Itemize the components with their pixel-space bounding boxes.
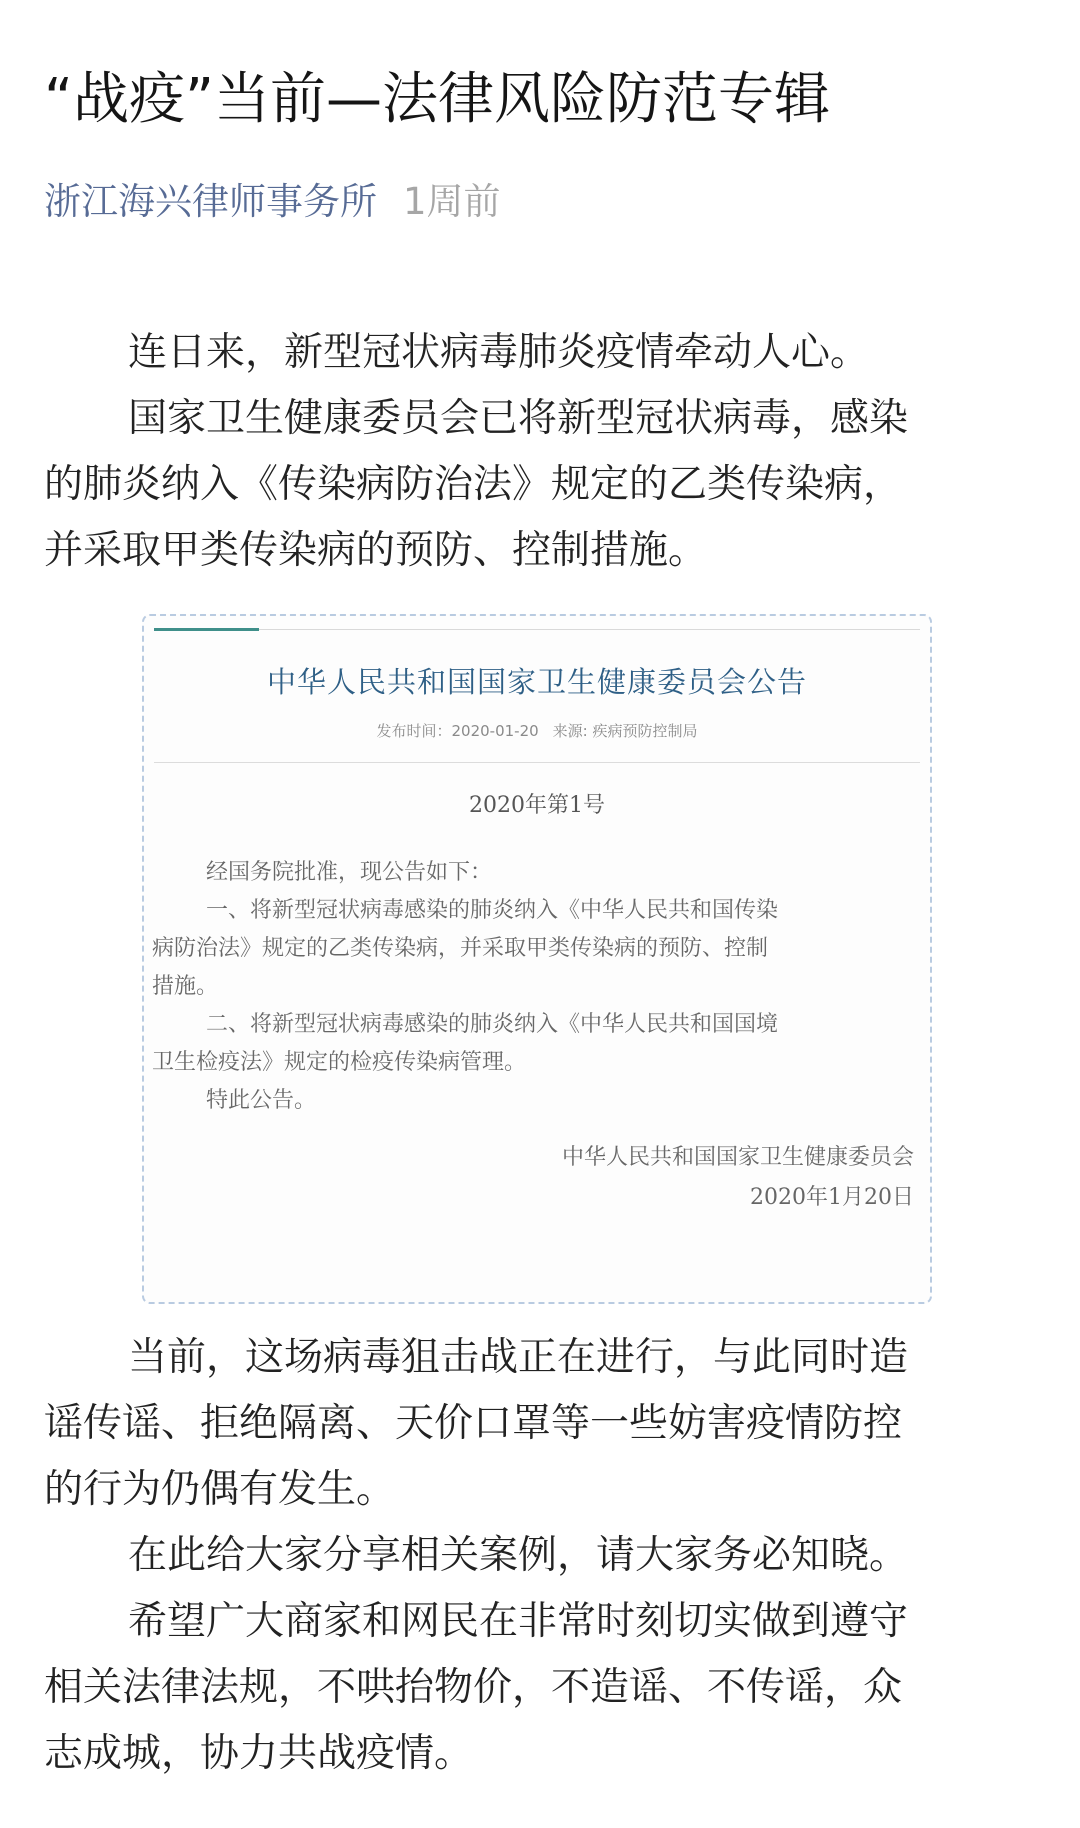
paragraph-line: 志成城，协力共战疫情。 <box>44 1731 474 1776</box>
paragraph-line: 的行为仍偶有发生。 <box>44 1467 396 1512</box>
notice-line: 二、将新型冠状病毒感染的肺炎纳入《中华人民共和国国境 <box>206 1012 779 1037</box>
notice-line: 特此公告。 <box>206 1088 317 1113</box>
notice-title: 中华人民共和国国家卫生健康委员会公告 <box>266 665 807 699</box>
notice-line: 措施。 <box>152 974 219 999</box>
paragraph-line: 国家卫生健康委员会已将新型冠状病毒，感染 <box>128 396 909 441</box>
paragraph-line: 连日来，新型冠状病毒肺炎疫情牵动人心。 <box>128 330 870 375</box>
notice-meta <box>144 720 930 741</box>
notice-divider <box>154 762 920 763</box>
notice-line: 经国务院批准，现公告如下： <box>206 860 493 885</box>
notice-line: 一、将新型冠状病毒感染的肺炎纳入《中华人民共和国传染 <box>206 898 779 923</box>
notice-signature: 中华人民共和国国家卫生健康委员会 <box>561 1145 914 1170</box>
paragraph-line: 并采取甲类传染病的预防、控制措施。 <box>44 528 708 573</box>
paragraph-1 <box>44 320 1034 386</box>
article-title: “战疫”当前—法律风险防范专辑 <box>44 67 831 132</box>
paragraph-4 <box>44 1523 1034 1589</box>
notice-top-rule <box>259 629 920 630</box>
paragraph-line: 谣传谣、拒绝隔离、天价口罩等一些妨害疫情防控 <box>44 1401 903 1446</box>
notice-line: 卫生检疫法》规定的检疫传染病管理。 <box>152 1050 527 1075</box>
author-link[interactable]: 浙江海兴律师事务所 <box>44 180 377 223</box>
notice-accent-bar <box>154 628 259 631</box>
notice-date: 2020年1月20日 <box>750 1185 914 1210</box>
notice-publish-time: 发布时间：2020-01-20 <box>376 722 539 740</box>
article-meta <box>44 178 501 226</box>
paragraph-line: 当前，这场病毒狙击战正在进行，与此同时造 <box>128 1335 909 1380</box>
paragraph-line: 希望广大商家和网民在非常时刻切实做到遵守 <box>128 1599 909 1644</box>
paragraph-line: 的肺炎纳入《传染病防治法》规定的乙类传染病， <box>44 462 903 507</box>
notice-source: 来源: 疾病预防控制局 <box>552 722 698 740</box>
announcement-image[interactable] <box>142 614 932 1304</box>
paragraph-5 <box>44 1589 1034 1787</box>
notice-number: 2020年第1号 <box>469 793 605 818</box>
paragraph-2 <box>44 386 1034 584</box>
notice-line: 病防治法》规定的乙类传染病，并采取甲类传染病的预防、控制 <box>152 936 769 961</box>
publish-time: 1周前 <box>403 180 501 223</box>
notice-body <box>152 854 922 1120</box>
paragraph-line: 相关法律法规，不哄抬物价，不造谣、不传谣，众 <box>44 1665 903 1710</box>
paragraph-line: 在此给大家分享相关案例，请大家务必知晓。 <box>128 1533 909 1578</box>
notice-signature-block <box>562 1138 914 1218</box>
paragraph-3 <box>44 1325 1034 1523</box>
